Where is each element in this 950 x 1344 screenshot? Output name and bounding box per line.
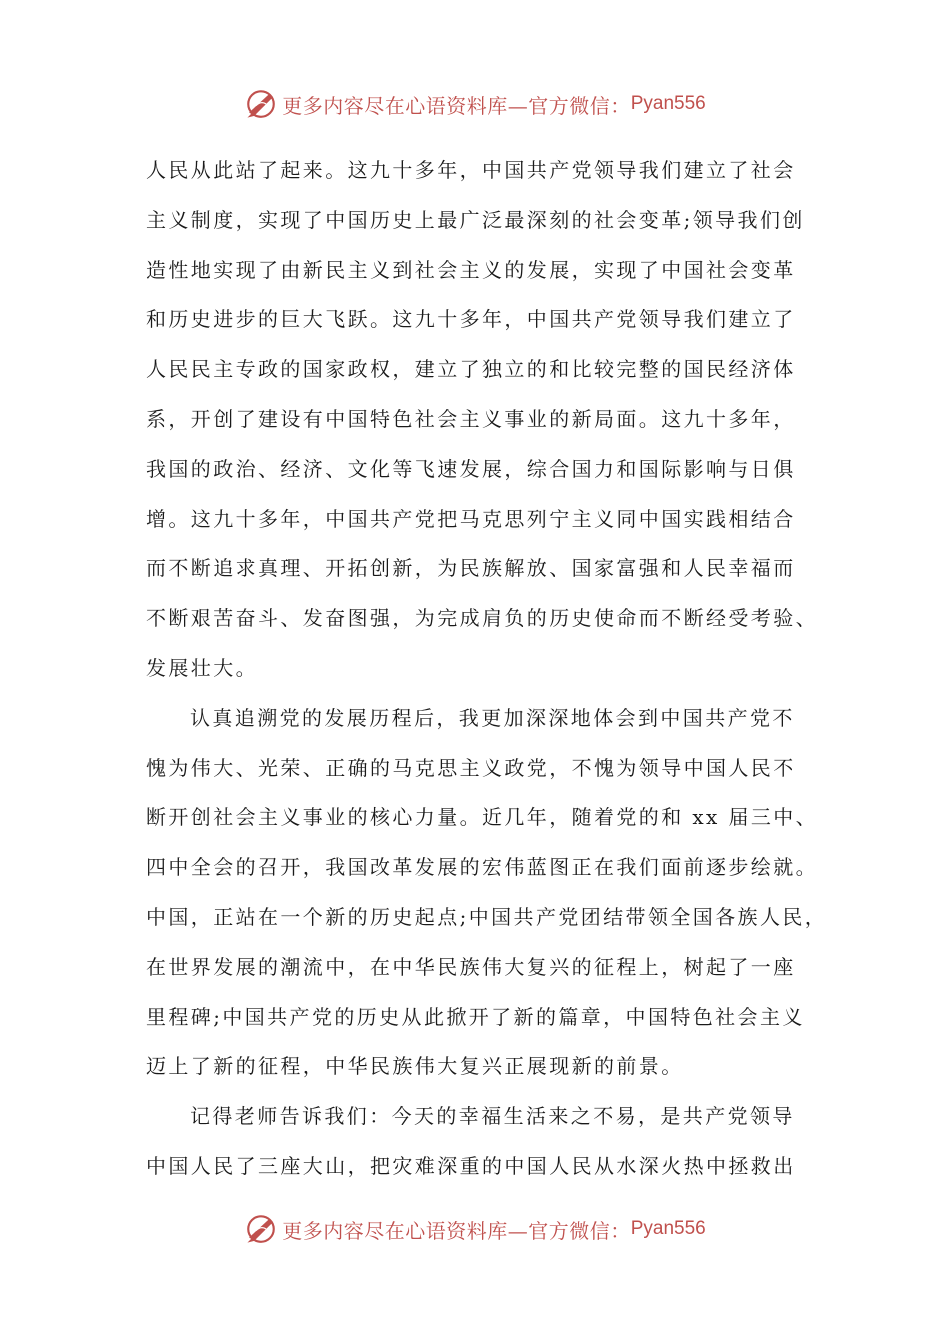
text-line: 在世界发展的潮流中，在中华民族伟大复兴的征程上，树起了一座: [146, 954, 796, 979]
text-line: 和历史进步的巨大飞跃。这九十多年，中国共产党领导我们建立了: [146, 307, 796, 332]
watermark-handle: Pyan556: [630, 1218, 706, 1239]
text-line: 认真追溯党的发展历程后，我更加深深地体会到中国共产党不: [190, 705, 795, 730]
text-line: 系，开创了建设有中国特色社会主义事业的新局面。这九十多年，: [146, 406, 796, 431]
text-line: 记得老师告诉我们：今天的幸福生活来之不易，是共产党领导: [190, 1104, 795, 1129]
text-line: 我国的政治、经济、文化等飞速发展，综合国力和国际影响与日俱: [146, 456, 796, 481]
watermark-handle: Pyan556: [630, 93, 706, 114]
text-line: 愧为伟大、光荣、正确的马克思主义政党，不愧为领导中国人民不: [146, 755, 796, 780]
text-line: 四中全会的召开，我国改革发展的宏伟蓝图正在我们面前逐步绘就。: [146, 855, 818, 880]
text-line: 发展壮大。: [146, 655, 258, 680]
text-line: 造性地实现了由新民主义到社会主义的发展，实现了中国社会变革: [146, 257, 796, 282]
text-line: 不断艰苦奋斗、发奋图强，为完成肩负的历史使命而不断经受考验、: [146, 606, 818, 631]
pen-logo-icon: [244, 1212, 278, 1246]
text-line: 里程碑;中国共产党的历史从此掀开了新的篇章，中国特色社会主义: [146, 1004, 805, 1029]
document-body: [146, 146, 828, 1192]
text-line: 人民从此站了起来。这九十多年，中国共产党领导我们建立了社会: [146, 158, 796, 182]
text-line: 主义制度，实现了中国历史上最广泛最深刻的社会变革;领导我们创: [146, 207, 805, 232]
watermark-banner-bottom: [0, 1209, 950, 1249]
text-line: 中国，正站在一个新的历史起点;中国共产党团结带领全国各族人民，: [146, 904, 828, 929]
text-line: 人民民主专政的国家政权，建立了独立的和比较完整的国民经济体: [146, 357, 796, 382]
text-line: 中国人民了三座大山，把灾难深重的中国人民从水深火热中拯救出: [146, 1153, 796, 1178]
text-line: 增。这九十多年，中国共产党把马克思列宁主义同中国实践相结合: [146, 506, 796, 531]
pen-logo-icon: [244, 87, 278, 121]
text-line: 断开创社会主义事业的核心力量。近几年，随着党的和 xx 届三中、: [146, 805, 819, 830]
text-line: 迈上了新的征程，中华民族伟大复兴正展现新的前景。: [146, 1054, 684, 1079]
text-line: 而不断追求真理、开拓创新，为民族解放、国家富强和人民幸福而: [146, 556, 796, 581]
watermark-text: 更多内容尽在心语资料库—官方微信：: [282, 93, 631, 118]
watermark-banner-top: [0, 84, 950, 124]
watermark-text: 更多内容尽在心语资料库—官方微信：: [282, 1218, 631, 1243]
